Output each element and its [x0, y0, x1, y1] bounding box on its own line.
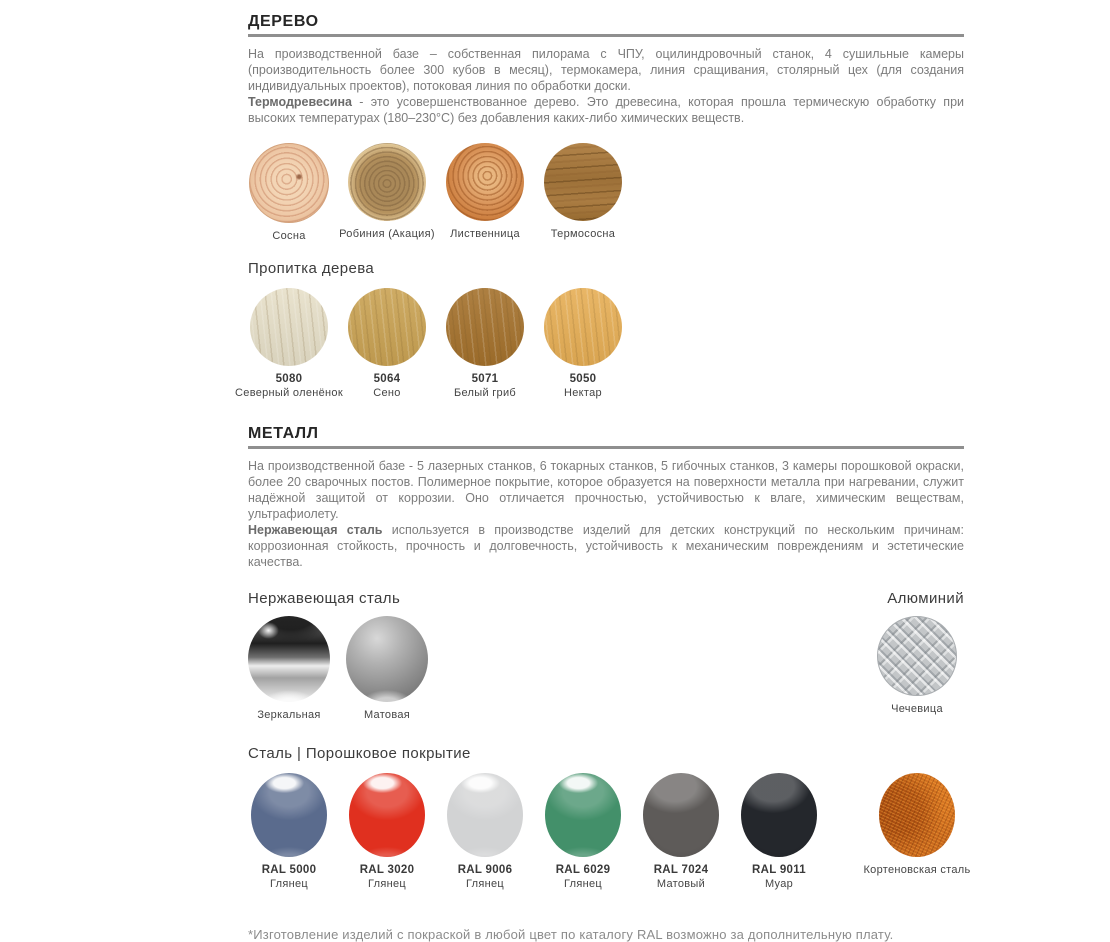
- section-wood: [235, 13, 964, 400]
- impregnation-swatch-5080: [250, 288, 328, 366]
- swatch-cell-ral3020: [338, 773, 436, 891]
- swatch-name: Белый гриб: [453, 387, 517, 399]
- swatch-cell-checkerplate: [870, 616, 964, 722]
- swatch-cell-ral9011: [730, 773, 828, 891]
- swatch-code: 5050: [569, 373, 597, 385]
- swatch-code: RAL 9006: [457, 864, 513, 876]
- ral-6029-swatch: [545, 773, 621, 857]
- matte-steel-swatch: [346, 616, 428, 702]
- swatch-code: 5064: [373, 373, 401, 385]
- corten-steel-swatch: [879, 773, 955, 857]
- swatch-code: RAL 9011: [752, 864, 806, 876]
- wood-species-row: [240, 143, 964, 243]
- swatch-code: 5071: [471, 373, 499, 385]
- ral-9011-swatch: [741, 773, 817, 857]
- swatch-cell-robinia: [338, 143, 436, 243]
- stainless-lead: Нержавеющая сталь: [248, 523, 383, 537]
- larch-wood-swatch: [446, 143, 524, 221]
- swatch-finish: Глянец: [367, 878, 406, 890]
- swatch-label: Чечевица: [891, 703, 943, 715]
- catalog-page-content: [235, 0, 971, 942]
- swatch-name: Сено: [373, 387, 401, 399]
- impregnation-swatch-5071: [446, 288, 524, 366]
- swatch-name: Нектар: [564, 387, 602, 399]
- wood-impregnation-row: [235, 288, 964, 400]
- swatch-cell-5080: [235, 288, 343, 400]
- section-metal: [248, 425, 971, 891]
- swatch-label: Зеркальная: [257, 709, 321, 721]
- swatch-cell-ral6029: [534, 773, 632, 891]
- swatch-cell-matte-steel: [338, 616, 436, 722]
- swatch-finish: Матовый: [656, 878, 706, 890]
- ral-3020-swatch: [349, 773, 425, 857]
- robinia-wood-swatch: [348, 143, 426, 221]
- swatch-label: Робиния (Акация): [339, 228, 435, 240]
- swatch-cell-5050: [534, 288, 632, 400]
- mirror-steel-swatch: [248, 616, 330, 702]
- swatch-cell-pine: [240, 143, 338, 243]
- stainless-title: Нержавеющая сталь: [248, 590, 401, 607]
- swatch-label: Матовая: [363, 709, 411, 721]
- swatch-name: Северный оленёнок: [235, 387, 343, 399]
- ral-footnote: *Изготовление изделий с покраской в любой цвет по каталогу RAL возможно за дополнительную плату.: [248, 927, 894, 942]
- metal-section-title: МЕТАЛЛ: [248, 426, 964, 449]
- swatch-finish: Глянец: [465, 878, 504, 890]
- powder-coating-title: Сталь | Порошковое покрытие: [248, 745, 471, 762]
- swatch-label: Лиственница: [450, 228, 520, 240]
- powder-coating-row: [240, 773, 971, 891]
- swatch-code: 5080: [275, 373, 303, 385]
- thermowood-paragraph: Термодревесина - это усовершенствованное дерево. Это древесина, которая прошла термическую обработку при высоких температурах (180–230°C) без добавления каких-либо химических веществ.: [248, 95, 964, 125]
- swatch-code: RAL 3020: [359, 864, 415, 876]
- swatch-label: Сосна: [272, 230, 306, 242]
- aluminum-title: Алюминий: [887, 590, 964, 607]
- thermowood-lead: Термодревесина: [248, 95, 352, 109]
- swatch-finish: Глянец: [269, 878, 308, 890]
- swatch-cell-ral9006: [436, 773, 534, 891]
- swatch-name: Кортеновская сталь: [863, 864, 971, 876]
- ral-7024-swatch: [643, 773, 719, 857]
- stainless-row: [240, 616, 964, 722]
- swatch-cell-thermopine: [534, 143, 632, 243]
- swatch-cell-5064: [338, 288, 436, 400]
- swatch-cell-larch: [436, 143, 534, 243]
- impregnation-title: Пропитка дерева: [248, 260, 375, 277]
- thermopine-wood-swatch: [544, 143, 622, 221]
- swatch-code: RAL 6029: [555, 864, 611, 876]
- swatch-cell-mirror: [240, 616, 338, 722]
- swatch-label: Термососна: [550, 228, 616, 240]
- pine-wood-swatch: [249, 143, 329, 223]
- wood-intro-paragraph: На производственной базе – собственная пилорама с ЧПУ, оцилиндровочный станок, 4 сушильные камеры (производительность более 300 кубов в месяц), термокамера, линия сращивания, столярный цех (для создания индивидуальных проектов), потоковая линия по обработки доски.: [248, 47, 964, 93]
- swatch-finish: Глянец: [563, 878, 602, 890]
- checkerplate-aluminum-swatch: [877, 616, 957, 696]
- swatch-cell-ral5000: [240, 773, 338, 891]
- swatch-code: RAL 7024: [653, 864, 709, 876]
- swatch-cell-5071: [436, 288, 534, 400]
- metal-intro-paragraph: На производственной базе - 5 лазерных станков, 6 токарных станков, 5 гибочных станков, 3 камеры порошковой окраски, более 20 сварочных постов. Полимерное покрытие, которое образуется на поверхности металла при нагревании, служит надёжной защитой от коррозии. Оно отличается прочностью, устойчивостью к влаге, химическим веществам, ультрафиолету.: [248, 459, 964, 521]
- swatch-cell-corten: [863, 773, 971, 891]
- stainless-aluminum-headings: [248, 590, 964, 607]
- ral-9006-swatch: [447, 773, 523, 857]
- swatch-finish: Муар: [764, 878, 794, 890]
- stainless-paragraph: Нержавеющая сталь используется в производстве изделий для детских конструкций по нескольким причинам: коррозионная стойкость, прочность и долговечность, устойчивость к механическим повреждениям и эстетические качества.: [248, 523, 964, 569]
- impregnation-swatch-5050: [544, 288, 622, 366]
- impregnation-swatch-5064: [348, 288, 426, 366]
- swatch-cell-ral7024: [632, 773, 730, 891]
- swatch-code: RAL 5000: [261, 864, 317, 876]
- ral-5000-swatch: [251, 773, 327, 857]
- wood-section-title: ДЕРЕВО: [248, 14, 964, 37]
